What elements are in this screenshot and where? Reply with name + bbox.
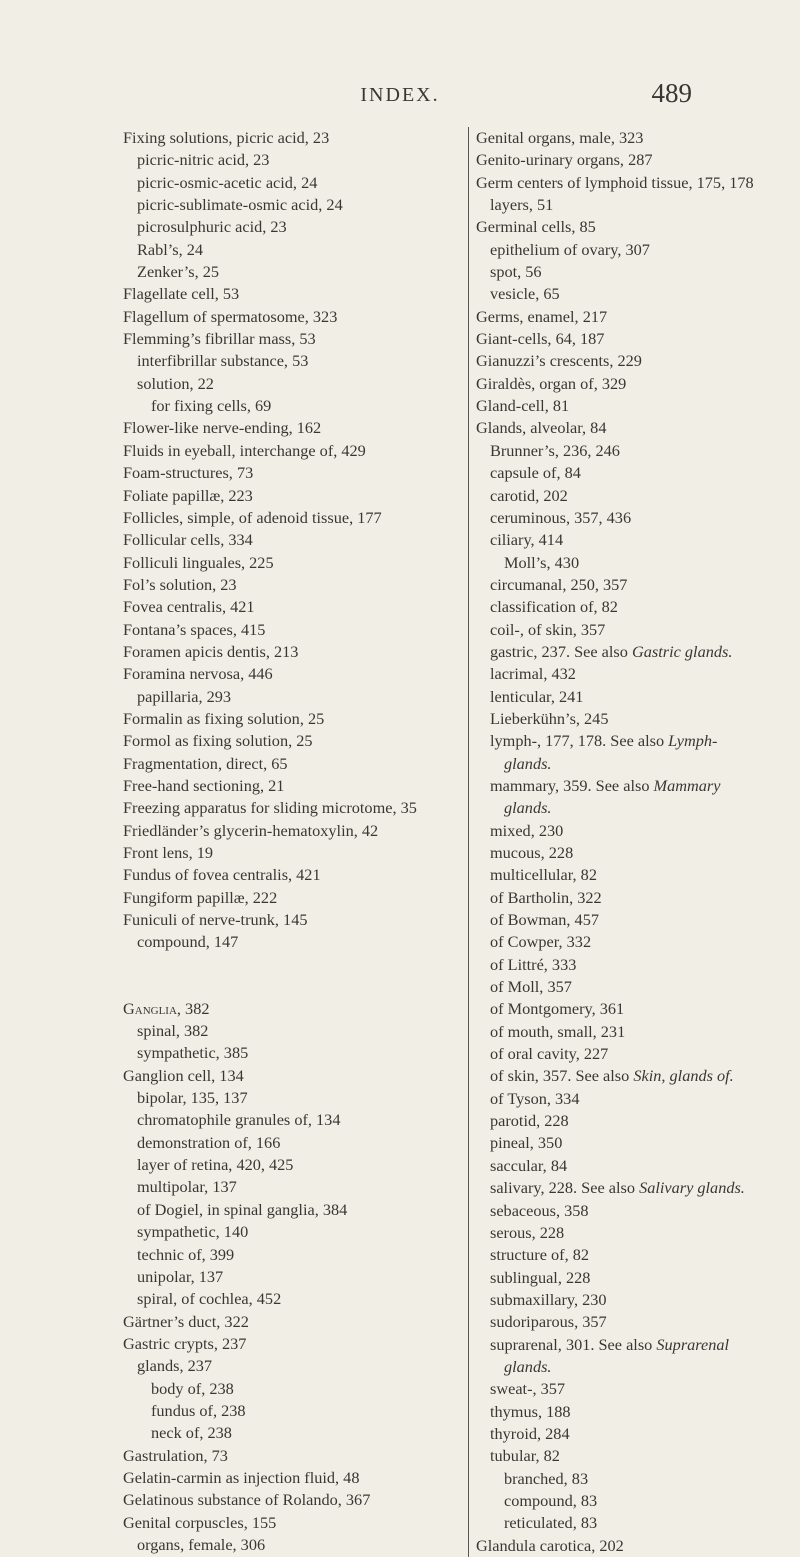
index-entry (123, 1489, 447, 1511)
index-entry (123, 842, 447, 864)
index-subentry (476, 909, 761, 931)
entry-text: layer of retina, 420, 425 (137, 1155, 294, 1175)
index-subentry (123, 1020, 447, 1042)
entry-text: of Dogiel, in spinal ganglia, 384 (137, 1199, 348, 1219)
entry-text: body of, 238 (151, 1378, 234, 1398)
entry-text: thymus, 188 (490, 1401, 571, 1421)
cross-reference: Suprarenal glands. (504, 1334, 730, 1376)
entry-text: demonstration of, 166 (137, 1132, 281, 1152)
index-subentry (476, 864, 761, 886)
page-header (0, 78, 800, 118)
index-subentry (123, 350, 447, 372)
index-subentry (476, 1177, 761, 1199)
index-subentry (476, 998, 761, 1020)
entry-text: of Bartholin, 322 (490, 887, 602, 907)
index-subentry (476, 686, 761, 708)
cross-reference: Salivary glands. (639, 1178, 745, 1198)
index-subentry (123, 1042, 447, 1064)
entry-text: Gelatin-carmin as injection fluid, 48 (123, 1467, 360, 1487)
index-subentry (123, 149, 447, 171)
index-entry (123, 820, 447, 842)
entry-text: spinal, 382 (137, 1021, 209, 1041)
entry-text: Germs, enamel, 217 (476, 306, 608, 326)
index-subentry (476, 1132, 761, 1154)
entry-text: Ganglion cell, 134 (123, 1065, 244, 1085)
entry-text: Fol’s solution, 23 (123, 574, 237, 594)
index-subentry (476, 1110, 761, 1132)
index-subentry (123, 1199, 447, 1221)
index-subentry (476, 462, 761, 484)
index-entry (123, 328, 447, 350)
index-subentry (476, 976, 761, 998)
index-subentry (476, 641, 761, 663)
entry-text: of Littré, 333 (490, 954, 577, 974)
entry-text: Formol as fixing solution, 25 (123, 731, 313, 751)
index-subentry (123, 216, 447, 238)
entry-text: Fluids in eyeball, interchange of, 429 (123, 440, 366, 460)
index-subentry (476, 1200, 761, 1222)
entry-text: suprarenal, 301. See also (490, 1334, 657, 1354)
entry-text: spiral, of cochlea, 452 (137, 1289, 282, 1309)
index-subentry (123, 1422, 447, 1444)
index-subentry (476, 1512, 761, 1534)
entry-text: carotid, 202 (490, 485, 568, 505)
entry-text: lacrimal, 432 (490, 664, 576, 684)
cross-reference: Mammary glands. (504, 775, 721, 818)
entry-text: epithelium of ovary, 307 (490, 239, 650, 259)
entry-text: technic of, 399 (137, 1244, 235, 1264)
cross-reference: Skin, glands of. (633, 1066, 734, 1086)
index-subentry (123, 1288, 447, 1310)
entry-text: pineal, 350 (490, 1133, 563, 1153)
index-entry (123, 641, 447, 663)
entry-text: submaxillary, 230 (490, 1289, 607, 1309)
index-column-left (123, 127, 447, 1556)
index-subentry (476, 485, 761, 507)
entry-text: picric-nitric acid, 23 (137, 150, 270, 170)
index-entry (476, 373, 761, 395)
entry-text: Glands, alveolar, 84 (476, 418, 607, 438)
entry-text: Formalin as fixing solution, 25 (123, 708, 325, 728)
entry-text: structure of, 82 (490, 1245, 590, 1265)
entry-text: Follicles, simple, of adenoid tissue, 177 (123, 507, 382, 527)
index-entry (476, 127, 761, 149)
entry-text: multipolar, 137 (137, 1177, 237, 1197)
entry-text: of Bowman, 457 (490, 910, 599, 930)
index-subentry (123, 194, 447, 216)
index-subentry (476, 1445, 761, 1467)
index-entry (123, 864, 447, 886)
index-entry (123, 485, 447, 507)
entry-text: Flagellum of spermatosome, 323 (123, 306, 338, 326)
index-subentry (476, 1267, 761, 1289)
entry-text: sweat-, 357 (490, 1379, 566, 1399)
index-entry (123, 127, 447, 149)
entry-text: bipolar, 135, 137 (137, 1088, 248, 1108)
entry-text: Lieberkühn’s, 245 (490, 708, 609, 728)
index-entry (123, 775, 447, 797)
index-entry (123, 708, 447, 730)
index-entry (123, 552, 447, 574)
index-subentry (123, 1266, 447, 1288)
cross-reference: Lymph-glands. (504, 731, 718, 773)
index-entry (476, 328, 761, 350)
index-subentry (123, 686, 447, 708)
index-subentry (476, 283, 761, 305)
index-entry (123, 909, 447, 931)
index-subentry (123, 1221, 447, 1243)
entry-text: sympathetic, 140 (137, 1222, 249, 1242)
index-subentry (476, 596, 761, 618)
entry-text: of Montgomery, 361 (490, 999, 625, 1019)
entry-text: Fundus of fovea centralis, 421 (123, 865, 321, 885)
index-subentry (476, 261, 761, 283)
index-subentry (476, 931, 761, 953)
index-subentry (476, 1021, 761, 1043)
index-subentry (476, 239, 761, 261)
entry-text: mucous, 228 (490, 843, 574, 862)
entry-text: saccular, 84 (490, 1155, 568, 1175)
entry-text: Foramen apicis dentis, 213 (123, 641, 299, 661)
section-gap (123, 954, 447, 998)
index-subentry (476, 1088, 761, 1110)
cross-reference: Gastric glands. (631, 641, 733, 661)
entry-text: Gelatinous substance of Rolando, 367 (123, 1490, 371, 1510)
entry-text: Gärtner’s duct, 322 (123, 1311, 249, 1331)
index-entry (123, 663, 447, 685)
entry-text: ciliary, 414 (490, 530, 564, 550)
entry-text: Front lens, 19 (123, 843, 214, 862)
index-subentry (476, 887, 761, 909)
entry-text: Genito-urinary organs, 287 (476, 150, 653, 170)
index-entry (476, 306, 761, 328)
index-entry (476, 1535, 761, 1557)
index-entry (123, 1311, 447, 1333)
index-subentry (123, 239, 447, 261)
index-subentry (123, 1176, 447, 1198)
index-subentry (476, 552, 761, 574)
index-entry (123, 753, 447, 775)
entry-text: multicellular, 82 (490, 865, 597, 885)
entry-text: branched, 83 (504, 1468, 589, 1488)
index-entry (476, 350, 761, 372)
index-entry (123, 529, 447, 551)
entry-text: sebaceous, 358 (490, 1200, 589, 1220)
entry-text: classification of, 82 (490, 597, 618, 617)
index-subentry (476, 1222, 761, 1244)
index-entry (123, 596, 447, 618)
entry-text: Germ centers of lymphoid tissue, 175, 178 (476, 172, 754, 192)
entry-text: compound, 83 (504, 1490, 598, 1510)
index-entry (123, 507, 447, 529)
index-subentry (476, 1490, 761, 1512)
entry-text: organs, female, 306 (137, 1534, 266, 1554)
entry-text: fundus of, 238 (151, 1400, 246, 1420)
entry-text: compound, 147 (137, 932, 239, 952)
entry-text: papillaria, 293 (137, 686, 232, 706)
index-entry (123, 730, 447, 752)
index-subentry (123, 373, 447, 395)
index-entry (123, 417, 447, 439)
entry-text: Brunner’s, 236, 246 (490, 440, 620, 460)
entry-text: Germinal cells, 85 (476, 217, 596, 237)
index-subentry (476, 1423, 761, 1445)
entry-text: of oral cavity, 227 (490, 1044, 609, 1064)
entry-text: reticulated, 83 (504, 1513, 598, 1533)
index-subentry (476, 1378, 761, 1400)
entry-text: Flagellate cell, 53 (123, 284, 240, 304)
index-subentry (476, 1468, 761, 1490)
index-subentry (123, 172, 447, 194)
index-entry (123, 440, 447, 462)
entry-text: layers, 51 (490, 195, 554, 215)
entry-text: mixed, 230 (490, 820, 564, 840)
entry-text: ceruminous, 357, 436 (490, 507, 632, 527)
index-subentry (476, 775, 761, 820)
entry-text: picric-osmic-acetic acid, 24 (137, 172, 318, 192)
index-entry (123, 1467, 447, 1489)
index-entry (476, 417, 761, 439)
entry-text: Gianuzzi’s crescents, 229 (476, 351, 642, 371)
index-entry (123, 462, 447, 484)
entry-text: Freezing apparatus for sliding microtome, 35 (123, 798, 417, 818)
index-entry (123, 574, 447, 596)
entry-text: solution, 22 (137, 373, 214, 393)
index-subentry (123, 1154, 447, 1176)
index-subentry (476, 194, 761, 216)
entry-text: Flower-like nerve-ending, 162 (123, 418, 322, 438)
entry-text: sympathetic, 385 (137, 1043, 249, 1063)
index-entry (476, 172, 761, 194)
index-entry (123, 998, 447, 1020)
entry-text: Folliculi linguales, 225 (123, 552, 274, 572)
entry-text: circumanal, 250, 357 (490, 574, 628, 594)
entry-text: lymph-, 177, 178. See also (490, 731, 669, 751)
entry-text: sublingual, 228 (490, 1267, 591, 1287)
index-subentry (123, 261, 447, 283)
index-entry (123, 1512, 447, 1534)
index-subentry (123, 1132, 447, 1154)
index-entry (123, 283, 447, 305)
index-subentry (476, 529, 761, 551)
index-entry (123, 1445, 447, 1467)
index-subentry (123, 1400, 447, 1422)
index-entry (123, 1065, 447, 1087)
entry-text: sudoriparous, 357 (490, 1312, 607, 1332)
index-subentry (476, 708, 761, 730)
entry-text: glands, 237 (137, 1356, 213, 1376)
index-subentry (476, 663, 761, 685)
index-entry (476, 149, 761, 171)
index-subentry (123, 1355, 447, 1377)
entry-text: Foramina nervosa, 446 (123, 664, 273, 684)
entry-text: vesicle, 65 (490, 284, 560, 304)
index-subentry (123, 931, 447, 953)
index-entry (123, 306, 447, 328)
entry-text: mammary, 359. See also (490, 775, 654, 795)
index-subentry (476, 730, 761, 775)
index-subentry (476, 1043, 761, 1065)
entry-text: salivary, 228. See also (490, 1178, 640, 1198)
entry-text: capsule of, 84 (490, 463, 581, 483)
index-subentry (123, 395, 447, 417)
page-number: 489 (651, 78, 692, 108)
entry-text: Funiculi of nerve-trunk, 145 (123, 910, 308, 930)
index-subentry (123, 1087, 447, 1109)
index-entry (123, 1333, 447, 1355)
entry-text: Ganglia, 382 (123, 998, 210, 1018)
entry-text: unipolar, 137 (137, 1266, 224, 1286)
index-subentry (476, 1155, 761, 1177)
index-entry (123, 619, 447, 641)
index-subentry (476, 619, 761, 641)
index-entry (476, 216, 761, 238)
index-entry (123, 887, 447, 909)
index-subentry (476, 1065, 761, 1087)
entry-text: neck of, 238 (151, 1423, 232, 1443)
index-subentry (123, 1378, 447, 1400)
index-subentry (476, 842, 761, 864)
index-subentry (476, 954, 761, 976)
entry-text: Fontana’s spaces, 415 (123, 619, 266, 639)
running-head: INDEX. (360, 84, 440, 106)
entry-text: Gastrulation, 73 (123, 1445, 228, 1465)
entry-text: interfibrillar substance, 53 (137, 351, 309, 371)
index-subentry (476, 440, 761, 462)
index-subentry (476, 820, 761, 842)
entry-text: Foam-structures, 73 (123, 463, 254, 483)
entry-text: Glandula carotica, 202 (476, 1535, 624, 1555)
index-subentry (476, 1401, 761, 1423)
entry-text: Genital corpuscles, 155 (123, 1512, 277, 1532)
index-subentry (476, 574, 761, 596)
entry-text: Gastric crypts, 237 (123, 1333, 247, 1353)
entry-text: Giant-cells, 64, 187 (476, 329, 605, 349)
entry-text: Fragmentation, direct, 65 (123, 753, 288, 773)
index-subentry (476, 1244, 761, 1266)
entry-text: Gland-cell, 81 (476, 396, 570, 416)
index-entry (123, 797, 447, 819)
entry-text: of skin, 357. See also (490, 1066, 634, 1086)
index-subentry (123, 1109, 447, 1131)
entry-text: Fovea centralis, 421 (123, 597, 255, 617)
entry-text: Fixing solutions, picric acid, 23 (123, 128, 330, 147)
entry-text: Free-hand sectioning, 21 (123, 775, 285, 795)
entry-text: Follicular cells, 334 (123, 530, 253, 550)
index-subentry (476, 1311, 761, 1333)
entry-text: of Moll, 357 (490, 977, 572, 997)
entry-text: lenticular, 241 (490, 686, 584, 706)
entry-text: Foliate papillæ, 223 (123, 485, 253, 505)
entry-text: Giraldès, organ of, 329 (476, 373, 627, 393)
entry-text: serous, 228 (490, 1222, 565, 1242)
entry-text: of Tyson, 334 (490, 1088, 580, 1108)
entry-text: Flemming’s fibrillar mass, 53 (123, 329, 316, 349)
entry-text: Moll’s, 430 (504, 552, 580, 572)
index-entry (476, 395, 761, 417)
entry-text: Friedländer’s glycerin-hematoxylin, 42 (123, 820, 379, 840)
entry-text: Fungiform papillæ, 222 (123, 887, 278, 907)
entry-text: of mouth, small, 231 (490, 1021, 626, 1041)
entry-text: tubular, 82 (490, 1446, 560, 1466)
entry-text: gastric, 237. See also (490, 641, 632, 661)
entry-text: chromatophile granules of, 134 (137, 1110, 341, 1130)
index-subentry (476, 507, 761, 529)
entry-text: coil-, of skin, 357 (490, 619, 606, 639)
entry-text: Genital organs, male, 323 (476, 128, 644, 147)
entry-text: Rabl’s, 24 (137, 239, 204, 259)
entry-text: Zenker’s, 25 (137, 262, 219, 282)
entry-text: picrosulphuric acid, 23 (137, 217, 287, 237)
index-subentry (476, 1334, 761, 1379)
index-subentry (123, 1244, 447, 1266)
entry-text: for fixing cells, 69 (151, 396, 272, 416)
entry-text: picric-sublimate-osmic acid, 24 (137, 195, 343, 215)
entry-text: spot, 56 (490, 262, 542, 282)
index-subentry (123, 1534, 447, 1556)
index-column-right (468, 127, 761, 1557)
entry-text: parotid, 228 (490, 1111, 569, 1131)
entry-text: of Cowper, 332 (490, 932, 592, 952)
entry-text: thyroid, 284 (490, 1423, 570, 1443)
index-subentry (476, 1289, 761, 1311)
